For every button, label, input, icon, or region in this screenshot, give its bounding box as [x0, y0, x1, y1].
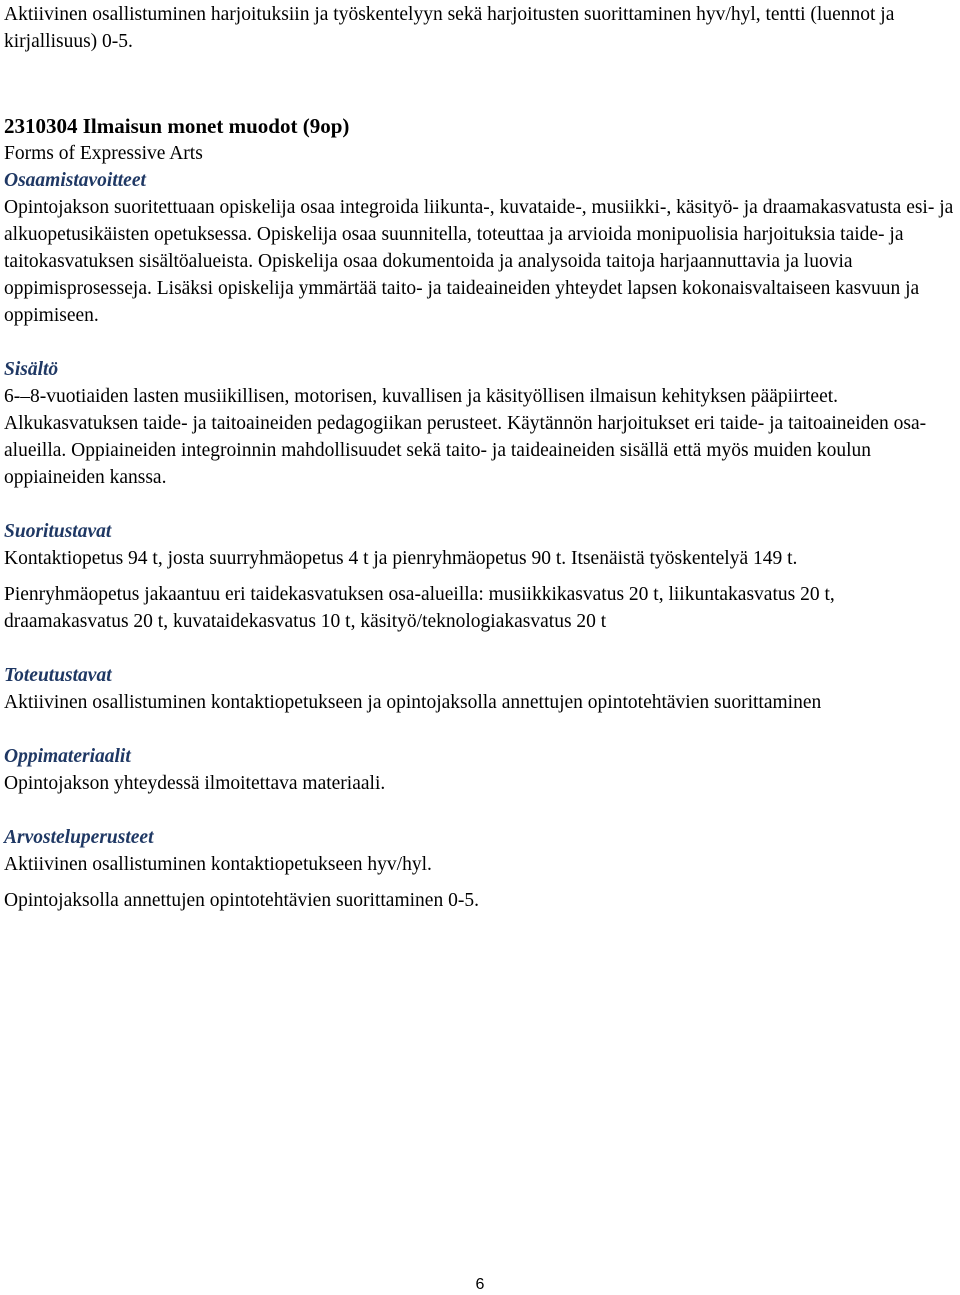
document-page	[4, 0, 954, 914]
assessment-heading: Arvosteluperusteet	[4, 827, 154, 848]
implementation-heading: Toteutustavat	[4, 665, 112, 686]
content-text: 6-–8-vuotiaiden lasten musiikillisen, motorisen, kuvallisen ja käsityöllisen ilmaisun kehityksen pääpiirteet. Alkukasvatuksen taide- ja taitoaineiden pedagogiikan perusteet. Käytännön harjoitukset eri taide- ja taitoaineiden osa-alueilla. Oppiaineiden integroinnin mahdollisuudet sekä taito- ja taideaineiden sisällä että myös muiden koulun oppiaineiden kanssa.	[4, 386, 927, 488]
completion-text-2: Pienryhmäopetus jakaantuu eri taidekasvatuksen osa-alueilla: musiikkikasvatus 20 t, liikuntakasvatus 20 t, draamakasvatus 20 t, kuvataidekasvatus 10 t, käsityö/teknologiakasvatus 20 t	[4, 584, 835, 632]
page-number: 6	[475, 1276, 485, 1293]
objectives-text: Opintojakson suoritettuaan opiskelija osaa integroida liikunta-, kuvataide-, musiikki-, käsityö- ja draamakasvatusta esi- ja alkuopetusikäisten opetuksessa. Opiskelija osaa suunnitella, toteuttaa ja arvioida monipuolisia harjoituksia taide- ja taitokasvatuksen sisältöalueista. Opiskelija osaa dokumentoida ja analysoida taitoja harjaannuttavia ja luovia oppimisprosesseja. Lisäksi opiskelija ymmärtää taito- ja taideaineiden yhteydet lapsen kokonaisvaltaiseen kasvuun ja oppimiseen.	[4, 197, 954, 326]
assessment-text-1: Aktiivinen osallistuminen kontaktiopetukseen hyv/hyl.	[4, 854, 432, 875]
course-title: 2310304 Ilmaisun monet muodot (9op)	[4, 114, 350, 138]
content-heading: Sisältö	[4, 359, 59, 380]
materials-text: Opintojakson yhteydessä ilmoitettava materiaali.	[4, 773, 386, 794]
objectives-heading: Osaamistavoitteet	[4, 170, 146, 191]
intro-paragraph: Aktiivinen osallistuminen harjoituksiin ja työskentelyyn sekä harjoitusten suorittaminen hyv/hyl, tentti (luennot ja kirjallisuus) 0-5.	[4, 4, 895, 52]
course-subtitle: Forms of Expressive Arts	[4, 143, 203, 164]
completion-text-1: Kontaktiopetus 94 t, josta suurryhmäopetus 4 t ja pienryhmäopetus 90 t. Itsenäistä työskentelyä 149 t.	[4, 548, 798, 569]
implementation-text: Aktiivinen osallistuminen kontaktiopetukseen ja opintojaksolla annettujen opintotehtävien suorittaminen	[4, 692, 822, 713]
assessment-text-2: Opintojaksolla annettujen opintotehtävien suorittaminen 0-5.	[4, 890, 479, 911]
materials-heading: Oppimateriaalit	[4, 746, 131, 767]
completion-heading: Suoritustavat	[4, 521, 112, 542]
